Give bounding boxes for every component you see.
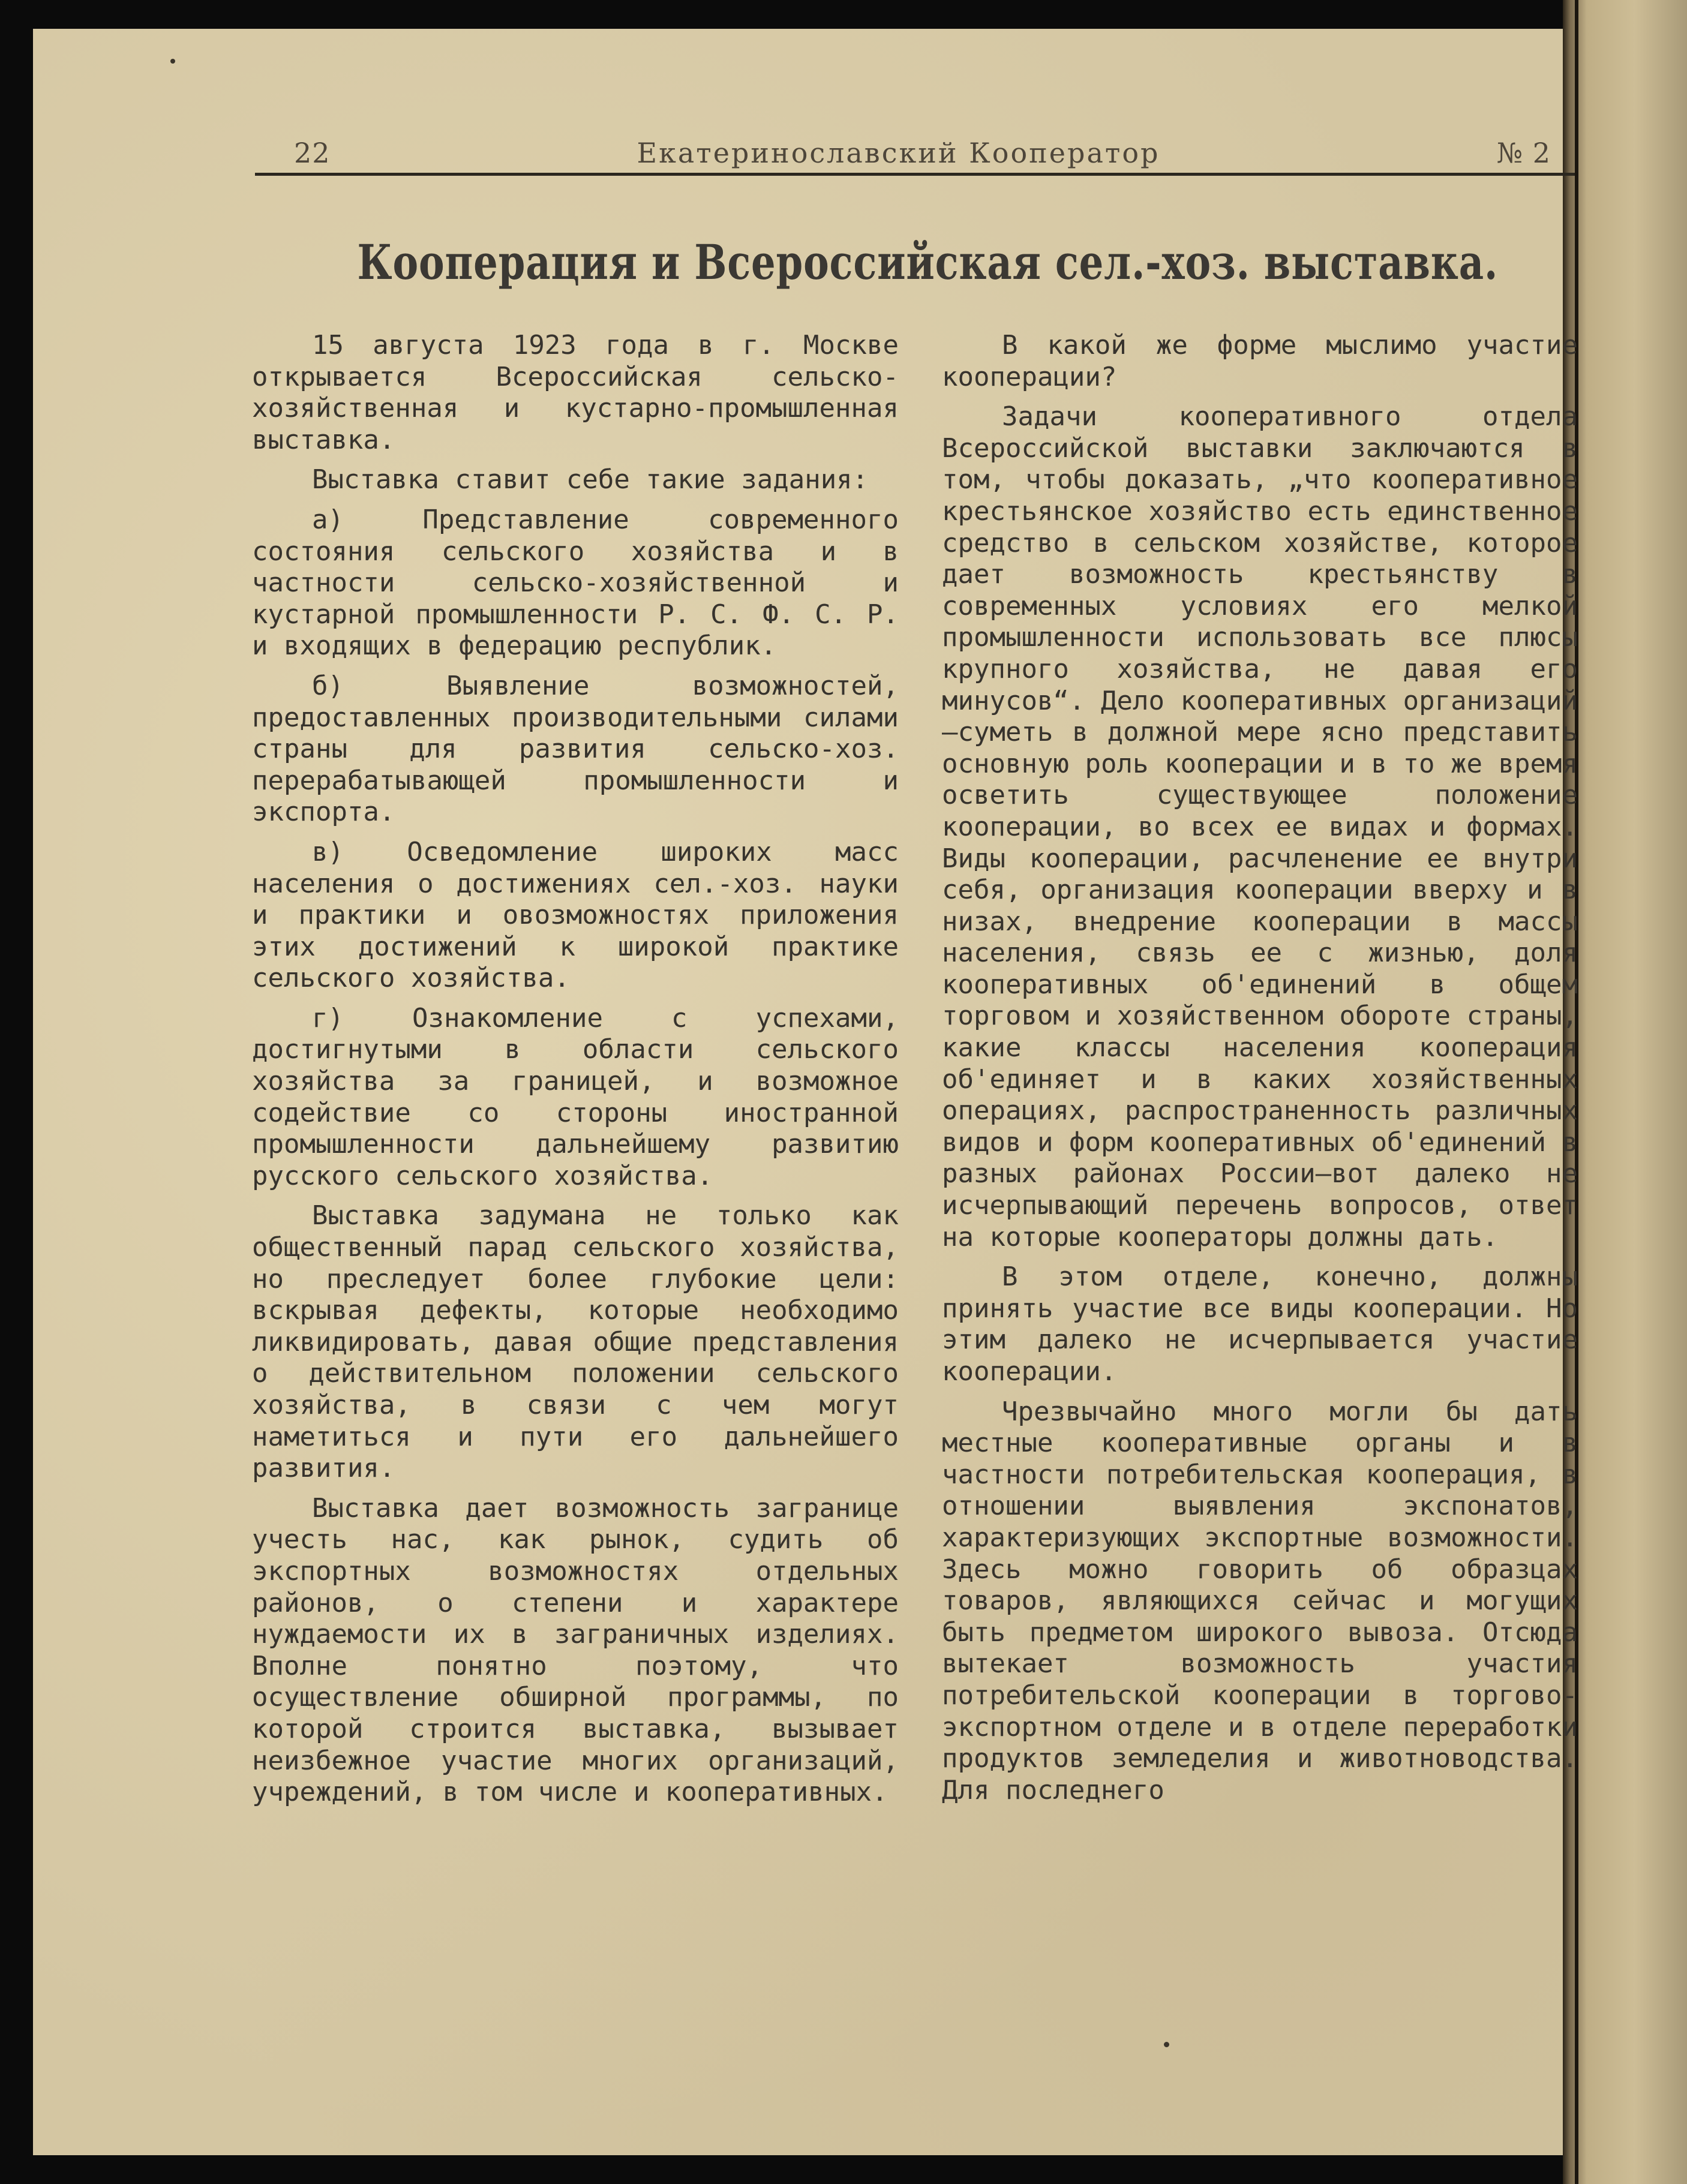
paragraph: В этом отделе, конечно, должны принять участие все виды кооперации. Но этим далеко не исчерпывается участие кооперации.	[942, 1261, 1578, 1387]
paragraph: Выставка дает возможность загранице учесть нас, как рынок, судить об экспортных возможностях отдельных районов, о степени и характере нуждаемости их в заграничных изделиях. Вполне понятно поэтому, что осуществление обширной программы, по которой строится выставка, вызывает неизбежное участие многих организаций, учреждений, в том числе и кооперативных.	[252, 1492, 899, 1808]
article-title: Кооперация и Всероссийская сел.-хоз. выставка.	[357, 234, 1499, 290]
issue-number: № 2	[1496, 137, 1551, 169]
ink-speck	[170, 59, 175, 64]
list-item: б) Выявление возможностей, предоставленных производительными силами страны для развития сельско-хоз. перерабатывающей промышленности и экспорта.	[252, 670, 899, 828]
left-column	[252, 330, 899, 1817]
ink-speck	[1164, 2042, 1169, 2047]
list-item: а) Представление современного состояния сельского хозяйства и в частности сельско-хозяйственной и кустарной промышленности Р. С. Ф. С. Р. и входящих в федерацию республик.	[252, 504, 899, 662]
list-item: в) Осведомление широких масс населения о достижениях сел.-хоз. науки и практики и овозможностях приложения этих достижений к широкой практике сельского хозяйства.	[252, 836, 899, 994]
book-spine-edge	[1563, 0, 1687, 2184]
paragraph: Задачи кооперативного отдела Всероссийской выставки заключаются в том, чтобы доказать, „что кооперативное крестьянское хозяйство есть единственное средство в сельском хозяйстве, которое дает возможность крестьянству в современных условиях его мелкой промышленности использовать все плюсы крупного хозяйства, не давая его минусов“. Дело кооперативных организаций—суметь в должной мере ясно представить основную роль кооперации и в то же время осветить существующее положение кооперации, во всех ее видах и формах. Виды кооперации, расчленение ее внутри себя, организация кооперации вверху и в низах, внедрение кооперации в массы населения, связь ее с жизнью, доля кооперативных об'единений в общем торговом и хозяйственном обороте страны, какие классы населения кооперация об'единяет и в каких хозяйственных операциях, распространенность различных видов и форм кооперативных об'единений в разных районах России—вот далеко не исчерпывающий перечень вопросов, ответ на которые кооператоры должны дать.	[942, 401, 1578, 1252]
paragraph: В какой же форме мыслимо участие кооперации?	[942, 330, 1578, 392]
paragraph: Чрезвычайно много могли бы дать местные кооперативные органы и в частности потребительская кооперация, в отношении выявления экспонатов, характеризующих экспортные возможности. Здесь можно говорить об образцах товаров, являющихся сейчас и могущих быть предметом широкого вывоза. Отсюда вытекает возможность участия потребительской кооперации в торгово-экспортном отделе и в отделе переработки продуктов земледелия и животноводства. Для последнего	[942, 1396, 1578, 1806]
header-rule	[255, 173, 1575, 176]
paragraph: Выставка ставит себе такие задания:	[312, 464, 869, 495]
journal-title: Екатеринославский Кооператор	[637, 137, 1160, 169]
list-item: г) Ознакомление с успехами, достигнутыми в области сельского хозяйства за границей, и возможное содействие со стороны иностранной промышленности дальнейшему развитию русского сельского хозяйства.	[252, 1002, 899, 1191]
paragraph: Выставка задумана не только как общественный парад сельского хозяйства, но преследует более глубокие цели: вскрывая дефекты, которые необходимо ликвидировать, давая общие представления о действительном положении сельского хозяйства, в связи с чем могут наметиться и пути его дальнейшего развития.	[252, 1200, 899, 1484]
page-number: 22	[294, 137, 331, 169]
paragraph: 15 августа 1923 года в г. Москве открывается Всероссийская сельско-хозяйственная и кустарно-промышленная выставка.	[252, 330, 899, 455]
right-column	[942, 330, 1578, 1815]
running-header	[222, 133, 1575, 175]
